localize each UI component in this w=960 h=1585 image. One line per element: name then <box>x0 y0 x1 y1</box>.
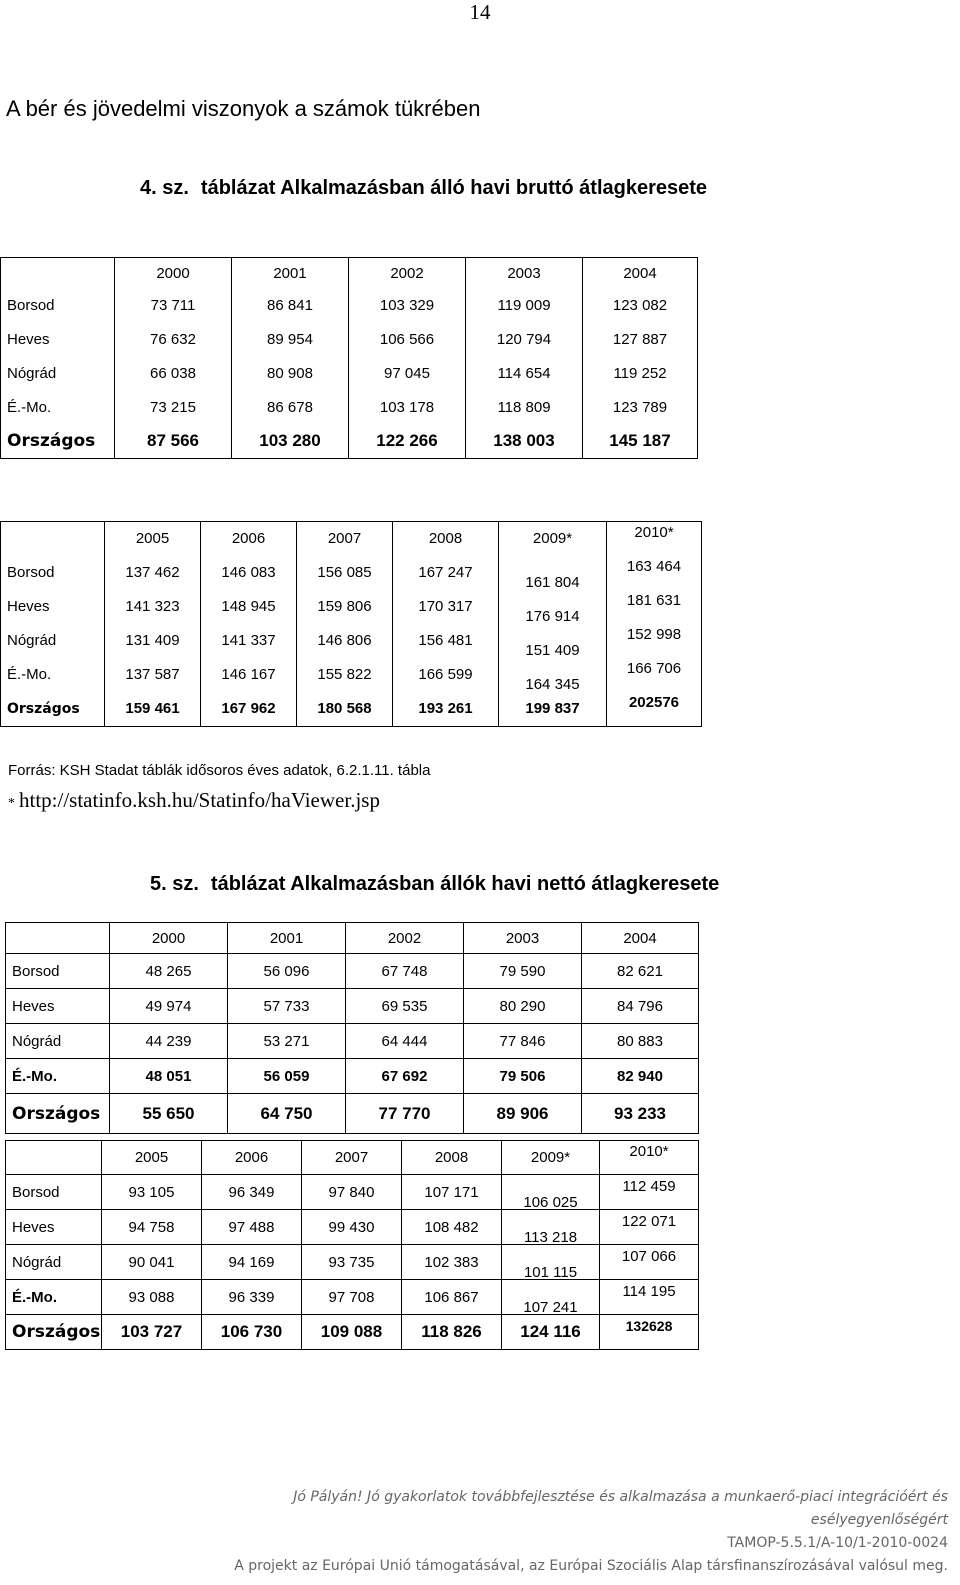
table-row <box>1 658 702 692</box>
cell-value: 127 887 <box>583 322 698 356</box>
table-row <box>6 1024 699 1059</box>
year-header: 2000 <box>115 258 232 289</box>
cell-value: 161 804 <box>499 556 607 590</box>
cell-value: 80 883 <box>582 1024 699 1059</box>
row-label: Heves <box>6 989 110 1024</box>
table5-caption-number: 5. sz. <box>150 873 199 895</box>
cell-value: 170 317 <box>393 590 499 624</box>
year-header: 2002 <box>346 923 464 954</box>
cell-value: 90 041 <box>102 1245 202 1280</box>
total-label: Országos <box>6 1315 102 1350</box>
table-row <box>1 322 698 356</box>
source-note: Forrás: KSH Stadat táblák idősoros éves adatok, 6.2.1.11. tábla <box>8 762 431 779</box>
year-header: 2003 <box>466 258 583 289</box>
table-row <box>6 1280 699 1315</box>
row-label: É.-Mo. <box>1 390 115 424</box>
total-value: 55 650 <box>110 1094 228 1134</box>
table-row <box>1 288 698 322</box>
footer-project-code: TAMOP-5.5.1/A-10/1-2010-0024 <box>727 1535 948 1551</box>
row-label: É.-Mo. <box>6 1280 102 1315</box>
cell-value: 97 488 <box>202 1210 302 1245</box>
row-label: É.-Mo. <box>6 1059 110 1094</box>
total-row <box>1 424 698 459</box>
cell-value: 44 239 <box>110 1024 228 1059</box>
cell-value: 79 506 <box>464 1059 582 1094</box>
total-value: 93 233 <box>582 1094 699 1134</box>
total-value: 124 116 <box>502 1315 600 1350</box>
year-header: 2010* <box>607 522 702 556</box>
cell-value: 77 846 <box>464 1024 582 1059</box>
table-row <box>1 590 702 624</box>
cell-value: 67 748 <box>346 954 464 989</box>
cell-value: 122 071 <box>600 1210 699 1245</box>
cell-value: 99 430 <box>302 1210 402 1245</box>
cell-value: 82 621 <box>582 954 699 989</box>
footer-line4: A projekt az Európai Unió támogatásával, az Európai Szociális Alap társfinanszírozásával valósul meg. <box>234 1558 948 1574</box>
table4-caption <box>140 177 707 200</box>
total-value: 145 187 <box>583 424 698 459</box>
cell-value: 94 169 <box>202 1245 302 1280</box>
cell-value: 103 329 <box>349 288 466 322</box>
source-url[interactable] <box>8 788 380 813</box>
year-header: 2010* <box>600 1141 699 1175</box>
table-row <box>1 624 702 658</box>
cell-value: 73 711 <box>115 288 232 322</box>
cell-value: 118 809 <box>466 390 583 424</box>
cell-value: 107 066 <box>600 1245 699 1280</box>
cell-value: 80 290 <box>464 989 582 1024</box>
year-header: 2005 <box>105 522 201 556</box>
table-row <box>1 356 698 390</box>
table-row <box>6 1210 699 1245</box>
cell-value: 49 974 <box>110 989 228 1024</box>
table-row <box>6 989 699 1024</box>
year-header: 2006 <box>202 1141 302 1175</box>
cell-value: 66 038 <box>115 356 232 390</box>
row-label: É.-Mo. <box>1 658 105 692</box>
year-header: 2005 <box>102 1141 202 1175</box>
cell-value: 120 794 <box>466 322 583 356</box>
year-header: 2006 <box>201 522 297 556</box>
cell-value: 163 464 <box>607 556 702 590</box>
cell-value: 107 241 <box>502 1280 600 1315</box>
cell-value: 97 840 <box>302 1175 402 1210</box>
cell-value: 156 085 <box>297 556 393 590</box>
cell-value: 89 954 <box>232 322 349 356</box>
cell-value: 93 088 <box>102 1280 202 1315</box>
cell-value: 123 082 <box>583 288 698 322</box>
footer-line1: Jó Pályán! Jó gyakorlatok továbbfejlesztése és alkalmazása a munkaerő-piaci integrációért és <box>293 1489 948 1505</box>
cell-value: 56 059 <box>228 1059 346 1094</box>
row-label: Nógrád <box>6 1245 102 1280</box>
cell-value: 164 345 <box>499 658 607 692</box>
cell-value: 137 462 <box>105 556 201 590</box>
total-label: Országos <box>1 424 115 459</box>
table-row <box>6 1175 699 1210</box>
year-header: 2001 <box>232 258 349 289</box>
cell-value: 48 051 <box>110 1059 228 1094</box>
cell-value: 48 265 <box>110 954 228 989</box>
table-row <box>6 954 699 989</box>
row-label: Borsod <box>1 288 115 322</box>
cell-value: 64 444 <box>346 1024 464 1059</box>
cell-value: 84 796 <box>582 989 699 1024</box>
cell-value: 131 409 <box>105 624 201 658</box>
table4-part1 <box>0 257 698 459</box>
cell-value: 86 678 <box>232 390 349 424</box>
table-header-row <box>1 522 702 556</box>
row-label: Nógrád <box>1 624 105 658</box>
cell-value: 103 178 <box>349 390 466 424</box>
cell-value: 76 632 <box>115 322 232 356</box>
row-label: Borsod <box>6 954 110 989</box>
cell-value: 148 945 <box>201 590 297 624</box>
total-value: 180 568 <box>297 692 393 727</box>
year-header: 2004 <box>583 258 698 289</box>
year-header: 2003 <box>464 923 582 954</box>
cell-value: 112 459 <box>600 1175 699 1210</box>
total-value: 87 566 <box>115 424 232 459</box>
row-label: Nógrád <box>6 1024 110 1059</box>
cell-value: 94 758 <box>102 1210 202 1245</box>
table5-caption <box>150 873 719 896</box>
total-value: 64 750 <box>228 1094 346 1134</box>
cell-value: 106 867 <box>402 1280 502 1315</box>
cell-value: 106 566 <box>349 322 466 356</box>
total-value: 106 730 <box>202 1315 302 1350</box>
row-label: Borsod <box>1 556 105 590</box>
cell-value: 167 247 <box>393 556 499 590</box>
cell-value: 106 025 <box>502 1175 600 1210</box>
cell-value: 102 383 <box>402 1245 502 1280</box>
total-value: 118 826 <box>402 1315 502 1350</box>
year-header: 2007 <box>297 522 393 556</box>
cell-value: 146 806 <box>297 624 393 658</box>
cell-value: 141 323 <box>105 590 201 624</box>
cell-value: 156 481 <box>393 624 499 658</box>
total-value: 77 770 <box>346 1094 464 1134</box>
total-row <box>6 1094 699 1134</box>
cell-value: 166 706 <box>607 658 702 692</box>
table-header-row <box>6 1141 699 1175</box>
cell-value: 152 998 <box>607 624 702 658</box>
table-row <box>1 556 702 590</box>
cell-value: 119 009 <box>466 288 583 322</box>
cell-value: 114 195 <box>600 1280 699 1315</box>
total-value: 103 727 <box>102 1315 202 1350</box>
table4-part2 <box>0 521 702 727</box>
cell-value: 151 409 <box>499 624 607 658</box>
table5-caption-title: táblázat Alkalmazásban állók havi nettó átlagkeresete <box>210 873 720 895</box>
cell-value: 137 587 <box>105 658 201 692</box>
year-header: 2002 <box>349 258 466 289</box>
table4-caption-number: 4. sz. <box>140 177 189 199</box>
section-heading: A bér és jövedelmi viszonyok a számok tükrében <box>6 96 481 121</box>
cell-value: 101 115 <box>502 1245 600 1280</box>
cell-value: 166 599 <box>393 658 499 692</box>
cell-value: 114 654 <box>466 356 583 390</box>
cell-value: 141 337 <box>201 624 297 658</box>
row-label: Heves <box>6 1210 102 1245</box>
year-header: 2001 <box>228 923 346 954</box>
cell-value: 176 914 <box>499 590 607 624</box>
cell-value: 53 271 <box>228 1024 346 1059</box>
table-header-row <box>6 923 699 954</box>
table-row <box>1 390 698 424</box>
cell-value: 146 167 <box>201 658 297 692</box>
total-value: 109 088 <box>302 1315 402 1350</box>
page-number: 14 <box>469 0 491 24</box>
url-link[interactable]: http://statinfo.ksh.hu/Statinfo/haViewer.jsp <box>19 788 380 812</box>
year-header: 2000 <box>110 923 228 954</box>
cell-value: 79 590 <box>464 954 582 989</box>
cell-value: 69 535 <box>346 989 464 1024</box>
year-header: 2009* <box>499 522 607 556</box>
table-row <box>6 1245 699 1280</box>
cell-value: 86 841 <box>232 288 349 322</box>
cell-value: 155 822 <box>297 658 393 692</box>
row-label: Heves <box>1 322 115 356</box>
cell-value: 159 806 <box>297 590 393 624</box>
cell-value: 107 171 <box>402 1175 502 1210</box>
table-row <box>6 1059 699 1094</box>
cell-value: 93 735 <box>302 1245 402 1280</box>
cell-value: 56 096 <box>228 954 346 989</box>
year-header: 2009* <box>502 1141 600 1175</box>
cell-value: 146 083 <box>201 556 297 590</box>
total-value: 159 461 <box>105 692 201 727</box>
total-row <box>1 692 702 727</box>
year-header: 2007 <box>302 1141 402 1175</box>
total-value: 202576 <box>607 692 702 727</box>
cell-value: 57 733 <box>228 989 346 1024</box>
total-value: 199 837 <box>499 692 607 727</box>
cell-value: 67 692 <box>346 1059 464 1094</box>
total-value: 193 261 <box>393 692 499 727</box>
cell-value: 97 045 <box>349 356 466 390</box>
total-value: 138 003 <box>466 424 583 459</box>
cell-value: 80 908 <box>232 356 349 390</box>
total-value: 167 962 <box>201 692 297 727</box>
footer-line2: esélyegyenlőségért <box>810 1512 948 1528</box>
cell-value: 97 708 <box>302 1280 402 1315</box>
cell-value: 82 940 <box>582 1059 699 1094</box>
row-label: Heves <box>1 590 105 624</box>
year-header: 2004 <box>582 923 699 954</box>
cell-value: 108 482 <box>402 1210 502 1245</box>
year-header: 2008 <box>393 522 499 556</box>
table-header-row <box>1 258 698 289</box>
row-label: Borsod <box>6 1175 102 1210</box>
year-header: 2008 <box>402 1141 502 1175</box>
total-row <box>6 1315 699 1350</box>
cell-value: 181 631 <box>607 590 702 624</box>
url-marker: * <box>8 796 15 811</box>
table5-part1 <box>5 922 699 1134</box>
cell-value: 73 215 <box>115 390 232 424</box>
total-label: Országos <box>1 692 105 727</box>
total-value: 132628 <box>600 1315 699 1350</box>
total-value: 89 906 <box>464 1094 582 1134</box>
cell-value: 119 252 <box>583 356 698 390</box>
cell-value: 96 349 <box>202 1175 302 1210</box>
table4-caption-title: táblázat Alkalmazásban álló havi bruttó átlagkeresete <box>200 177 708 199</box>
total-value: 103 280 <box>232 424 349 459</box>
cell-value: 96 339 <box>202 1280 302 1315</box>
cell-value: 123 789 <box>583 390 698 424</box>
total-value: 122 266 <box>349 424 466 459</box>
cell-value: 113 218 <box>502 1210 600 1245</box>
cell-value: 93 105 <box>102 1175 202 1210</box>
row-label: Nógrád <box>1 356 115 390</box>
total-label: Országos <box>6 1094 110 1134</box>
table5-part2 <box>5 1140 699 1350</box>
